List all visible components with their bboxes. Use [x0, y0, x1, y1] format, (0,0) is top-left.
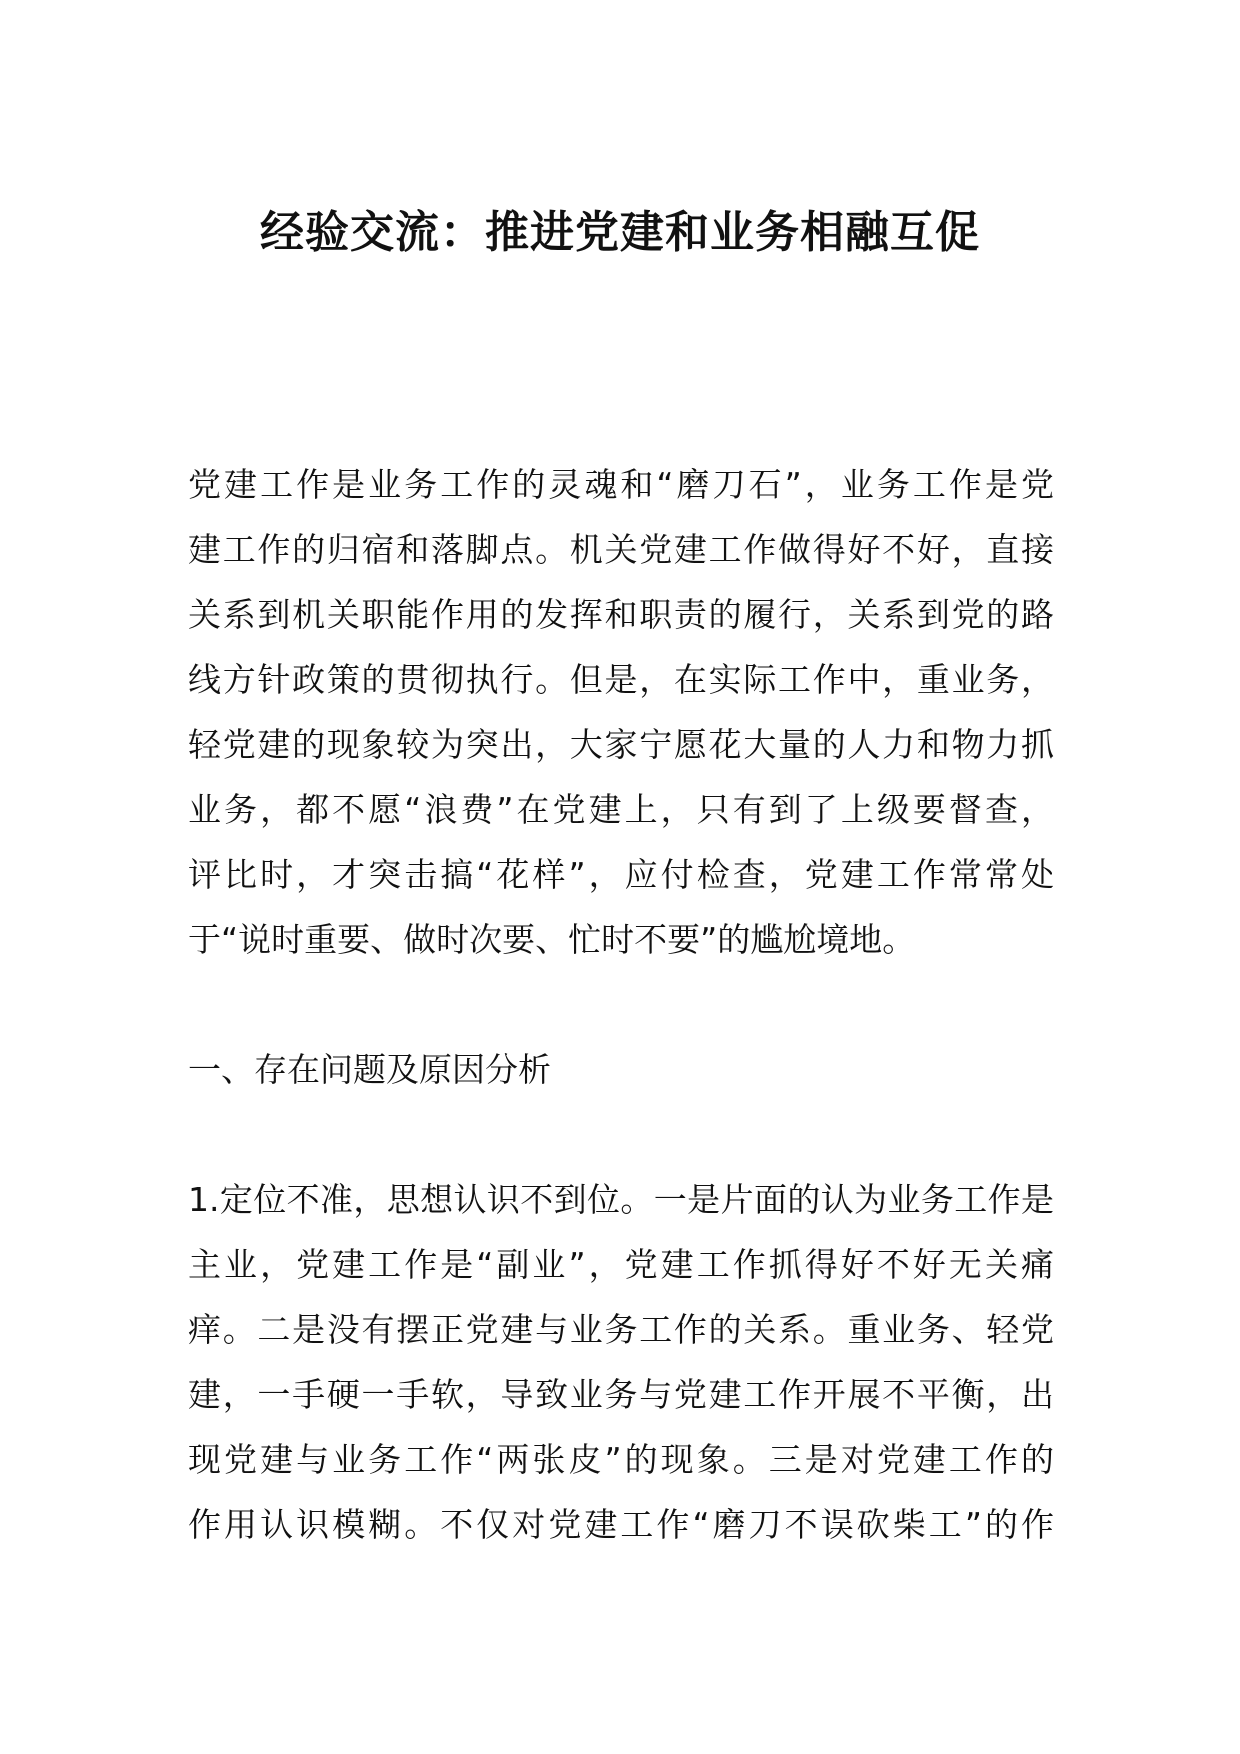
- paragraph-line: 于“说时重要、做时次要、忙时不要”的尴尬境地。: [188, 920, 916, 959]
- paragraph-line: 业务，都不愿“浪费”在党建上，只有到了上级要督查，: [188, 790, 1054, 829]
- paragraph-line: 作用认识模糊。不仅对党建工作“磨刀不误砍柴工”的作: [188, 1505, 1054, 1544]
- paragraph-line: 痒。二是没有摆正党建与业务工作的关系。重业务、轻党: [188, 1310, 1054, 1349]
- paragraph-line: 关系到机关职能作用的发挥和职责的履行，关系到党的路: [188, 595, 1054, 634]
- section-paragraph: [188, 1167, 1054, 1557]
- section-heading: [188, 1037, 1054, 1102]
- paragraph-line: 评比时，才突击搞“花样”，应付检查，党建工作常常处: [188, 855, 1054, 894]
- document-title: 经验交流：推进党建和业务相融互促: [260, 207, 980, 258]
- paragraph-line: 建，一手硬一手软，导致业务与党建工作开展不平衡，出: [188, 1375, 1054, 1414]
- paragraph-line: 党建工作是业务工作的灵魂和“磨刀石”，业务工作是党: [188, 465, 1054, 504]
- section-heading-text: 一、存在问题及原因分析: [188, 1050, 551, 1089]
- intro-paragraph: [188, 452, 1054, 972]
- paragraph-line: 主业，党建工作是“副业”，党建工作抓得好不好无关痛: [188, 1245, 1054, 1284]
- paragraph-line: 轻党建的现象较为突出，大家宁愿花大量的人力和物力抓: [188, 725, 1054, 764]
- paragraph-line: 建工作的归宿和落脚点。机关党建工作做得好不好，直接: [188, 530, 1054, 569]
- paragraph-line: 1.定位不准，思想认识不到位。一是片面的认为业务工作是: [188, 1180, 1054, 1219]
- paragraph-line: 现党建与业务工作“两张皮”的现象。三是对党建工作的: [188, 1440, 1054, 1479]
- paragraph-line: 线方针政策的贯彻执行。但是，在实际工作中，重业务，: [188, 660, 1054, 699]
